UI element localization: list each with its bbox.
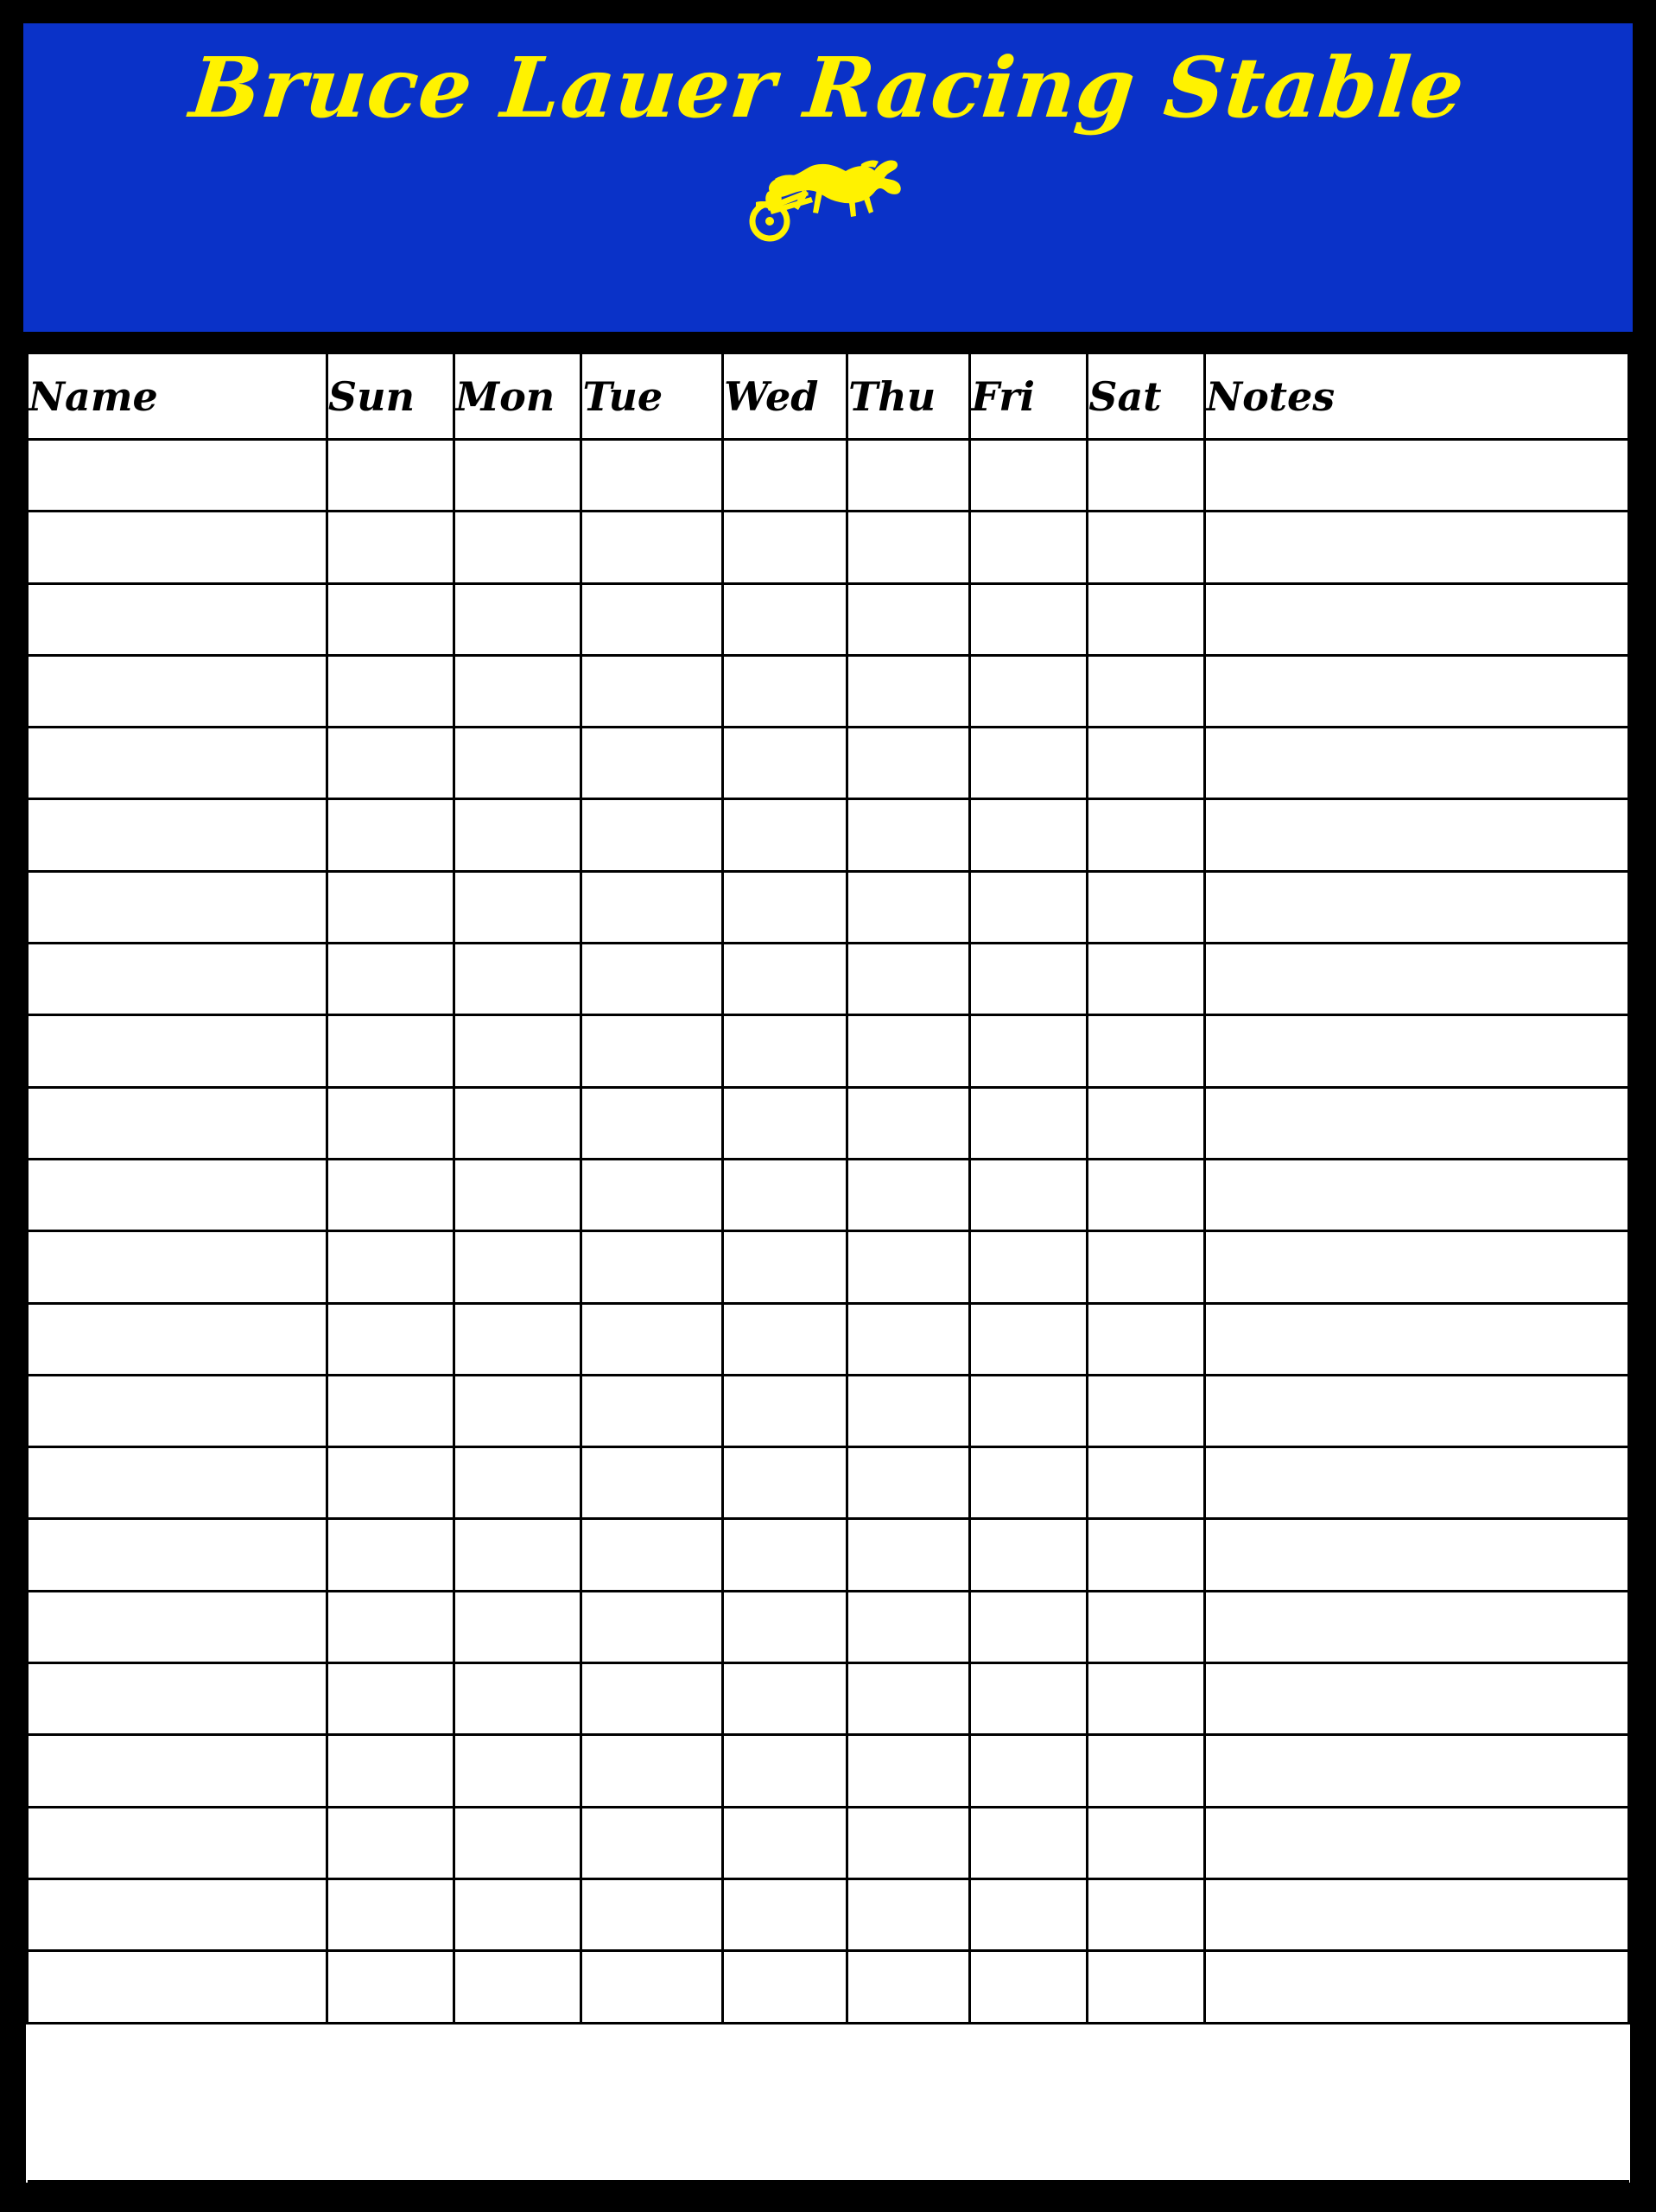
cell-mon[interactable] (454, 1591, 581, 1662)
table-row (28, 1878, 1629, 1950)
cell-name[interactable] (28, 944, 327, 1015)
cell-sun[interactable] (327, 1303, 454, 1375)
cell-sat[interactable] (1088, 1303, 1205, 1375)
cell-thu[interactable] (847, 871, 970, 943)
cell-thu[interactable] (847, 1231, 970, 1303)
cell-name[interactable] (28, 440, 327, 512)
table-row (28, 799, 1629, 871)
cell-mon[interactable] (454, 1375, 581, 1446)
footer-note-cell[interactable] (28, 2023, 1629, 2181)
cell-mon[interactable] (454, 655, 581, 727)
table-row (28, 944, 1629, 1015)
cell-fri[interactable] (970, 655, 1088, 727)
cell-tue[interactable] (581, 1591, 723, 1662)
cell-wed[interactable] (723, 1231, 847, 1303)
cell-sun[interactable] (327, 728, 454, 799)
table-row (28, 871, 1629, 943)
cell-fri[interactable] (970, 1807, 1088, 1878)
cell-tue[interactable] (581, 1447, 723, 1519)
cell-thu[interactable] (847, 728, 970, 799)
cell-sat[interactable] (1088, 1951, 1205, 2023)
cell-sat[interactable] (1088, 512, 1205, 583)
cell-fri[interactable] (970, 1159, 1088, 1230)
table-row (28, 1303, 1629, 1375)
cell-tue[interactable] (581, 1735, 723, 1807)
cell-name[interactable] (28, 655, 327, 727)
cell-mon[interactable] (454, 1878, 581, 1950)
table-row (28, 728, 1629, 799)
cell-notes[interactable] (1205, 1591, 1629, 1662)
cell-notes[interactable] (1205, 512, 1629, 583)
cell-thu[interactable] (847, 583, 970, 655)
cell-mon[interactable] (454, 1735, 581, 1807)
cell-wed[interactable] (723, 1951, 847, 2023)
cell-name[interactable] (28, 1591, 327, 1662)
cell-sat[interactable] (1088, 1591, 1205, 1662)
table-row (28, 1375, 1629, 1446)
schedule-sheet (23, 349, 1633, 2185)
cell-name[interactable] (28, 1087, 327, 1159)
cell-fri[interactable] (970, 512, 1088, 583)
table-row (28, 1951, 1629, 2023)
cell-notes[interactable] (1205, 1375, 1629, 1446)
cell-sun[interactable] (327, 1951, 454, 2023)
cell-notes[interactable] (1205, 1159, 1629, 1230)
harness-racing-horse-and-sulky-icon (707, 141, 949, 253)
cell-tue[interactable] (581, 1878, 723, 1950)
cell-fri[interactable] (970, 1303, 1088, 1375)
cell-wed[interactable] (723, 1447, 847, 1519)
cell-fri[interactable] (970, 1447, 1088, 1519)
cell-tue[interactable] (581, 944, 723, 1015)
cell-tue[interactable] (581, 1951, 723, 2023)
cell-wed[interactable] (723, 799, 847, 871)
cell-notes[interactable] (1205, 1878, 1629, 1950)
cell-tue[interactable] (581, 1159, 723, 1230)
cell-sat[interactable] (1088, 1807, 1205, 1878)
cell-name[interactable] (28, 1447, 327, 1519)
cell-wed[interactable] (723, 583, 847, 655)
cell-wed[interactable] (723, 655, 847, 727)
cell-thu[interactable] (847, 1015, 970, 1087)
cell-thu[interactable] (847, 1375, 970, 1446)
cell-tue[interactable] (581, 1087, 723, 1159)
cell-mon[interactable] (454, 1447, 581, 1519)
cell-fri[interactable] (970, 1951, 1088, 2023)
cell-notes[interactable] (1205, 1735, 1629, 1807)
cell-name[interactable] (28, 1303, 327, 1375)
cell-sun[interactable] (327, 1663, 454, 1735)
cell-notes[interactable] (1205, 728, 1629, 799)
cell-sat[interactable] (1088, 1519, 1205, 1591)
cell-sun[interactable] (327, 1231, 454, 1303)
cell-name[interactable] (28, 1015, 327, 1087)
table-row (28, 1807, 1629, 1878)
cell-sun[interactable] (327, 512, 454, 583)
cell-sat[interactable] (1088, 1087, 1205, 1159)
cell-sat[interactable] (1088, 583, 1205, 655)
cell-notes[interactable] (1205, 1519, 1629, 1591)
page-title: Bruce Lauer Racing Stable (186, 39, 1470, 137)
cell-wed[interactable] (723, 1878, 847, 1950)
cell-wed[interactable] (723, 1591, 847, 1662)
cell-mon[interactable] (454, 1807, 581, 1878)
cell-fri[interactable] (970, 1591, 1088, 1662)
cell-name[interactable] (28, 1807, 327, 1878)
cell-fri[interactable] (970, 728, 1088, 799)
cell-notes[interactable] (1205, 440, 1629, 512)
cell-tue[interactable] (581, 512, 723, 583)
cell-mon[interactable] (454, 799, 581, 871)
cell-name[interactable] (28, 728, 327, 799)
cell-mon[interactable] (454, 440, 581, 512)
cell-wed[interactable] (723, 1663, 847, 1735)
cell-thu[interactable] (847, 512, 970, 583)
cell-mon[interactable] (454, 944, 581, 1015)
cell-thu[interactable] (847, 1447, 970, 1519)
cell-wed[interactable] (723, 1375, 847, 1446)
cell-sat[interactable] (1088, 1663, 1205, 1735)
cell-tue[interactable] (581, 1375, 723, 1446)
cell-fri[interactable] (970, 799, 1088, 871)
cell-sun[interactable] (327, 440, 454, 512)
cell-thu[interactable] (847, 1087, 970, 1159)
cell-sun[interactable] (327, 1878, 454, 1950)
cell-notes[interactable] (1205, 944, 1629, 1015)
cell-notes[interactable] (1205, 1807, 1629, 1878)
cell-sun[interactable] (327, 583, 454, 655)
column-header-wed: Wed (723, 353, 847, 440)
cell-thu[interactable] (847, 799, 970, 871)
cell-tue[interactable] (581, 1015, 723, 1087)
cell-sun[interactable] (327, 1375, 454, 1446)
cell-notes[interactable] (1205, 583, 1629, 655)
cell-tue[interactable] (581, 799, 723, 871)
cell-notes[interactable] (1205, 1951, 1629, 2023)
cell-name[interactable] (28, 1663, 327, 1735)
table-row (28, 1447, 1629, 1519)
cell-wed[interactable] (723, 1807, 847, 1878)
cell-wed[interactable] (723, 1015, 847, 1087)
cell-name[interactable] (28, 1519, 327, 1591)
cell-thu[interactable] (847, 944, 970, 1015)
cell-notes[interactable] (1205, 799, 1629, 871)
cell-name[interactable] (28, 1231, 327, 1303)
cell-thu[interactable] (847, 440, 970, 512)
cell-sun[interactable] (327, 1735, 454, 1807)
table-row (28, 655, 1629, 727)
column-header-thu: Thu (847, 353, 970, 440)
cell-mon[interactable] (454, 871, 581, 943)
cell-thu[interactable] (847, 655, 970, 727)
column-header-notes: Notes (1205, 353, 1629, 440)
table-row (28, 1159, 1629, 1230)
column-header-sun: Sun (327, 353, 454, 440)
cell-wed[interactable] (723, 728, 847, 799)
cell-sat[interactable] (1088, 1231, 1205, 1303)
cell-sat[interactable] (1088, 1447, 1205, 1519)
table-row (28, 1735, 1629, 1807)
cell-tue[interactable] (581, 440, 723, 512)
cell-notes[interactable] (1205, 871, 1629, 943)
cell-sun[interactable] (327, 1087, 454, 1159)
cell-tue[interactable] (581, 1231, 723, 1303)
cell-notes[interactable] (1205, 655, 1629, 727)
cell-sat[interactable] (1088, 440, 1205, 512)
cell-mon[interactable] (454, 1519, 581, 1591)
cell-fri[interactable] (970, 1663, 1088, 1735)
cell-name[interactable] (28, 1951, 327, 2023)
column-header-name: Name (28, 353, 327, 440)
cell-sun[interactable] (327, 871, 454, 943)
cell-name[interactable] (28, 512, 327, 583)
table-row (28, 512, 1629, 583)
cell-sat[interactable] (1088, 1015, 1205, 1087)
cell-fri[interactable] (970, 1231, 1088, 1303)
cell-fri[interactable] (970, 1735, 1088, 1807)
cell-notes[interactable] (1205, 1303, 1629, 1375)
table-row (28, 1663, 1629, 1735)
cell-sat[interactable] (1088, 1735, 1205, 1807)
cell-name[interactable] (28, 871, 327, 943)
cell-fri[interactable] (970, 1015, 1088, 1087)
cell-thu[interactable] (847, 1807, 970, 1878)
cell-mon[interactable] (454, 1087, 581, 1159)
cell-notes[interactable] (1205, 1663, 1629, 1735)
cell-fri[interactable] (970, 1519, 1088, 1591)
cell-fri[interactable] (970, 1375, 1088, 1446)
cell-fri[interactable] (970, 871, 1088, 943)
cell-mon[interactable] (454, 1159, 581, 1230)
cell-mon[interactable] (454, 1015, 581, 1087)
cell-tue[interactable] (581, 728, 723, 799)
column-header-fri: Fri (970, 353, 1088, 440)
table-body (28, 440, 1629, 2182)
cell-wed[interactable] (723, 1303, 847, 1375)
cell-notes[interactable] (1205, 1015, 1629, 1087)
cell-mon[interactable] (454, 1231, 581, 1303)
footer-note-row[interactable] (28, 2023, 1629, 2181)
cell-sun[interactable] (327, 944, 454, 1015)
cell-notes[interactable] (1205, 1231, 1629, 1303)
cell-tue[interactable] (581, 1303, 723, 1375)
cell-wed[interactable] (723, 1087, 847, 1159)
column-header-mon: Mon (454, 353, 581, 440)
table-row (28, 1519, 1629, 1591)
cell-fri[interactable] (970, 583, 1088, 655)
cell-sun[interactable] (327, 1159, 454, 1230)
cell-sun[interactable] (327, 655, 454, 727)
cell-thu[interactable] (847, 1878, 970, 1950)
cell-name[interactable] (28, 1878, 327, 1950)
cell-sat[interactable] (1088, 799, 1205, 871)
table-row (28, 1015, 1629, 1087)
cell-mon[interactable] (454, 583, 581, 655)
cell-mon[interactable] (454, 1303, 581, 1375)
cell-wed[interactable] (723, 1159, 847, 1230)
cell-sun[interactable] (327, 1015, 454, 1087)
cell-thu[interactable] (847, 1519, 970, 1591)
cell-name[interactable] (28, 583, 327, 655)
cell-fri[interactable] (970, 440, 1088, 512)
cell-sun[interactable] (327, 1591, 454, 1662)
cell-wed[interactable] (723, 944, 847, 1015)
cell-sat[interactable] (1088, 944, 1205, 1015)
cell-tue[interactable] (581, 1807, 723, 1878)
cell-wed[interactable] (723, 1735, 847, 1807)
table-header-row (28, 353, 1629, 440)
cell-thu[interactable] (847, 1663, 970, 1735)
cell-wed[interactable] (723, 1519, 847, 1591)
cell-fri[interactable] (970, 944, 1088, 1015)
cell-thu[interactable] (847, 1951, 970, 2023)
cell-sun[interactable] (327, 799, 454, 871)
cell-tue[interactable] (581, 583, 723, 655)
cell-mon[interactable] (454, 1663, 581, 1735)
cell-sat[interactable] (1088, 728, 1205, 799)
cell-thu[interactable] (847, 1591, 970, 1662)
cell-sat[interactable] (1088, 871, 1205, 943)
table-row (28, 583, 1629, 655)
cell-tue[interactable] (581, 1663, 723, 1735)
table-row (28, 1231, 1629, 1303)
cell-name[interactable] (28, 799, 327, 871)
cell-mon[interactable] (454, 728, 581, 799)
cell-mon[interactable] (454, 1951, 581, 2023)
table-row (28, 1087, 1629, 1159)
cell-thu[interactable] (847, 1303, 970, 1375)
cell-mon[interactable] (454, 512, 581, 583)
cell-sat[interactable] (1088, 1159, 1205, 1230)
cell-notes[interactable] (1205, 1087, 1629, 1159)
cell-name[interactable] (28, 1735, 327, 1807)
cell-notes[interactable] (1205, 1447, 1629, 1519)
cell-fri[interactable] (970, 1087, 1088, 1159)
cell-wed[interactable] (723, 440, 847, 512)
cell-fri[interactable] (970, 1878, 1088, 1950)
cell-wed[interactable] (723, 512, 847, 583)
cell-name[interactable] (28, 1375, 327, 1446)
cell-tue[interactable] (581, 871, 723, 943)
cell-thu[interactable] (847, 1159, 970, 1230)
weekly-schedule-table (26, 352, 1630, 2183)
column-header-tue: Tue (581, 353, 723, 440)
cell-wed[interactable] (723, 871, 847, 943)
column-header-sat: Sat (1088, 353, 1205, 440)
cell-sun[interactable] (327, 1519, 454, 1591)
cell-sun[interactable] (327, 1807, 454, 1878)
header-banner (23, 23, 1633, 332)
cell-sat[interactable] (1088, 1878, 1205, 1950)
cell-sun[interactable] (327, 1447, 454, 1519)
table-row (28, 440, 1629, 512)
cell-tue[interactable] (581, 655, 723, 727)
cell-name[interactable] (28, 1159, 327, 1230)
cell-tue[interactable] (581, 1519, 723, 1591)
cell-sat[interactable] (1088, 1375, 1205, 1446)
cell-sat[interactable] (1088, 655, 1205, 727)
table-row (28, 1591, 1629, 1662)
cell-thu[interactable] (847, 1735, 970, 1807)
